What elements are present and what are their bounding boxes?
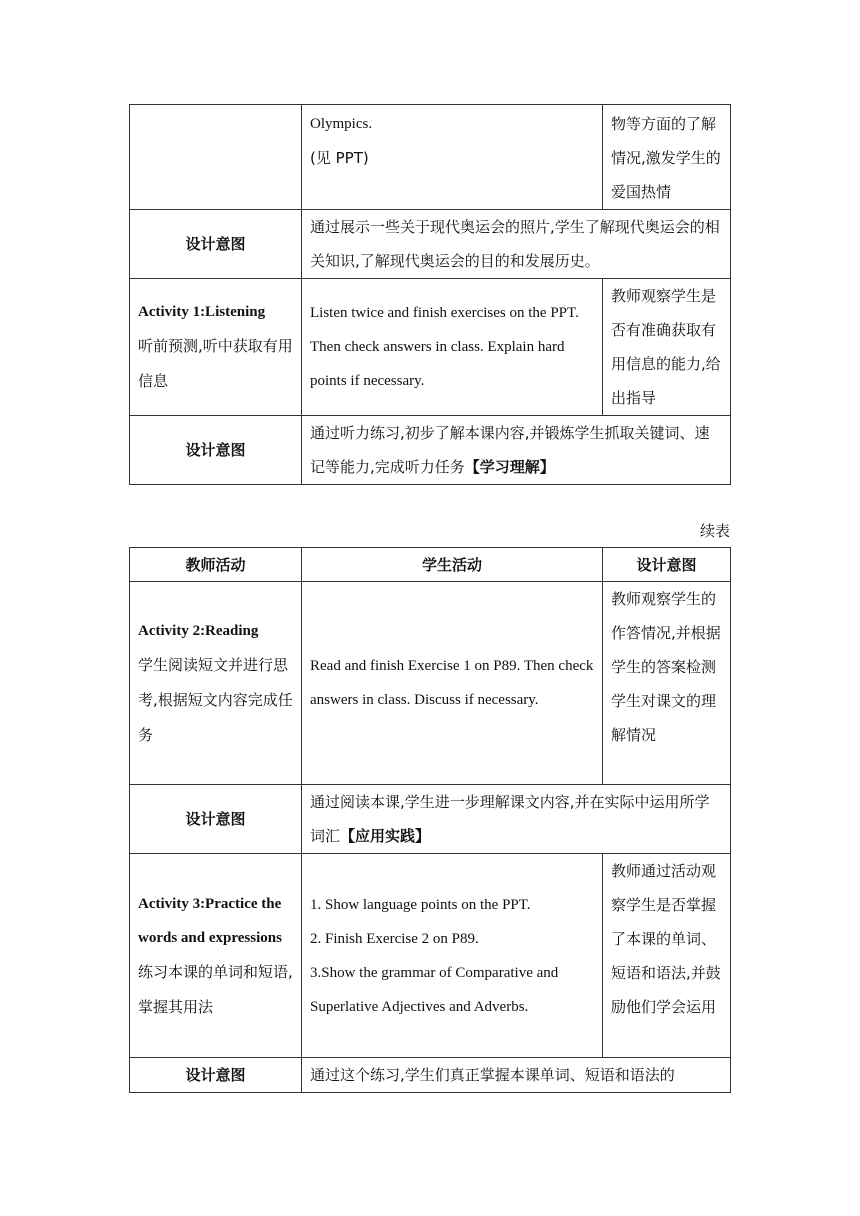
design-intent-label: 设计意图 [130, 785, 302, 854]
design-intent-body: 通过听力练习,初步了解本课内容,并锻炼学生抓取关键词、速记等能力,完成听力任务 [310, 424, 710, 476]
activity-subtitle: 听前预测,听中获取有用信息 [138, 337, 293, 390]
design-intent-tag: 【学习理解】 [464, 458, 555, 476]
table-row [130, 279, 731, 416]
student-line: 2. Finish Exercise 2 on P89. [310, 930, 479, 947]
lesson-table-2 [129, 547, 731, 1093]
table-row [130, 105, 731, 210]
student-line: Olympics. [310, 116, 373, 132]
lesson-table-1 [129, 104, 731, 485]
teacher-activity-cell [130, 279, 302, 416]
table-row [130, 854, 731, 1058]
design-intent-tag: 【应用实践】 [340, 827, 431, 845]
continued-label: 续表 [699, 522, 730, 540]
table-header-row [130, 548, 731, 582]
design-intent-label: 设计意图 [130, 210, 302, 279]
activity-subtitle: 学生阅读短文并进行思考,根据短文内容完成任务 [138, 655, 293, 744]
table-row [130, 785, 731, 854]
design-intent-label: 设计意图 [130, 416, 302, 485]
activity-subtitle: 练习本课的单词和短语,掌握其用法 [138, 962, 293, 1016]
column-header: 教师活动 [130, 548, 302, 582]
design-intent-cell: 教师观察学生是否有准确获取有用信息的能力,给出指导 [603, 279, 731, 416]
teacher-activity-cell [130, 854, 302, 1058]
student-activity-cell: Listen twice and finish exercises on the PPT. Then check answers in class. Explain hard points if necessary. [302, 279, 603, 416]
teacher-activity-cell [130, 105, 302, 210]
design-intent-cell: 物等方面的了解情况,激发学生的爱国热情 [603, 105, 731, 210]
design-intent-cell: 教师通过活动观察学生是否掌握了本课的单词、短语和语法,并鼓励他们学会运用 [603, 854, 731, 1058]
table-row [130, 416, 731, 485]
table-row [130, 210, 731, 279]
column-header: 学生活动 [302, 548, 603, 582]
design-intent-text: 通过展示一些关于现代奥运会的照片,学生了解现代奥运会的相关知识,了解现代奥运会的目的和发展历史。 [302, 210, 731, 279]
student-activity-cell: Read and finish Exercise 1 on P89. Then check answers in class. Discuss if necessary. [302, 582, 603, 785]
student-activity-cell [302, 105, 603, 210]
design-intent-text [302, 416, 731, 485]
activity-title: Activity 1:Listening [138, 304, 266, 320]
design-intent-text [302, 785, 731, 854]
student-line: 1. Show language points on the PPT. [310, 896, 531, 913]
column-header: 设计意图 [603, 548, 731, 582]
design-intent-cell: 教师观察学生的作答情况,并根据学生的答案检测学生对课文的理解情况 [603, 582, 731, 785]
student-activity-cell [302, 854, 603, 1058]
table-row [130, 582, 731, 785]
teacher-activity-cell [130, 582, 302, 785]
design-intent-body: 通过阅读本课,学生进一步理解课文内容,并在实际中运用所学词汇 [310, 793, 710, 845]
activity-title: Activity 2:Reading [138, 622, 259, 639]
student-line: 3.Show the grammar of Comparative and Superlative Adjectives and Adverbs. [310, 964, 559, 1015]
table-row [130, 1058, 731, 1093]
design-intent-label: 设计意图 [130, 1058, 302, 1093]
activity-title: Activity 3:Practice the words and expressions [138, 895, 282, 946]
design-intent-text: 通过这个练习,学生们真正掌握本课单词、短语和语法的 [302, 1058, 731, 1093]
student-line: (见 PPT) [310, 149, 369, 167]
